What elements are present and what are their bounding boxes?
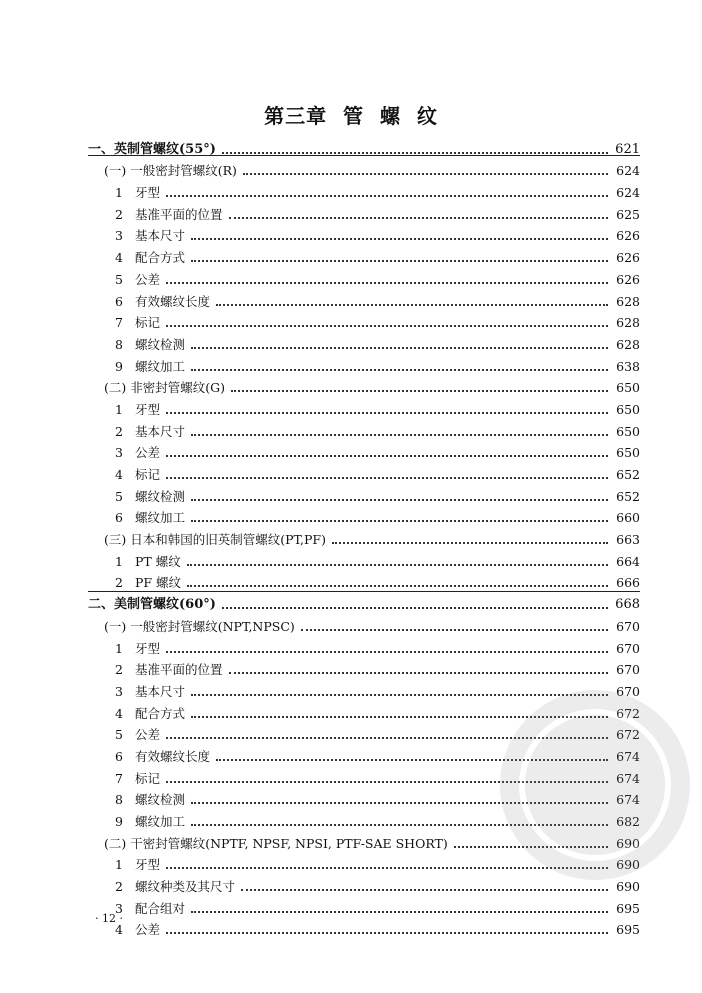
toc-entry-number: 3 <box>115 228 123 244</box>
toc-entry-number: 2 <box>115 206 123 222</box>
toc-entry-page: 674 <box>616 792 640 808</box>
toc-entry-page: 625 <box>616 206 640 222</box>
dot-leader <box>191 911 608 913</box>
library-stamp <box>500 690 690 880</box>
toc-entry <box>88 309 640 331</box>
toc-entry <box>88 612 640 634</box>
toc-entry-text: (三) 日本和韩国的旧英制管螺纹(PT,PF) <box>104 532 326 548</box>
toc-entry-text: 基准平面的位置 <box>135 206 223 222</box>
toc-entry-text: 牙型 <box>135 640 161 656</box>
toc-entry-page: 638 <box>616 358 640 374</box>
toc-entry-page: 650 <box>616 380 640 396</box>
dot-leader <box>241 889 608 891</box>
toc-entry <box>88 916 640 938</box>
toc-entry-number: 4 <box>115 250 123 266</box>
toc-entry-page: 626 <box>616 271 640 287</box>
toc-entry-text: 螺纹检测 <box>135 336 186 352</box>
toc-entry-text: 牙型 <box>135 401 161 417</box>
toc-entry-number: 8 <box>115 792 123 808</box>
toc-entry-number: 8 <box>115 336 123 352</box>
toc-entry-page: 652 <box>616 488 640 504</box>
toc-entry <box>88 287 640 309</box>
toc-entry-number: 5 <box>115 488 123 504</box>
toc-entry-number: 1 <box>115 185 123 201</box>
dot-leader <box>191 347 608 349</box>
dot-leader <box>166 195 608 197</box>
dot-leader <box>191 499 608 501</box>
toc-entry-text: 基本尺寸 <box>135 683 186 699</box>
toc-entry-number: 4 <box>115 922 123 938</box>
toc-entry-text: 有效螺纹长度 <box>135 748 211 764</box>
toc-entry <box>88 330 640 352</box>
toc-entry-text: 公差 <box>135 727 161 743</box>
toc-entry-text: PT 螺纹 <box>135 553 181 569</box>
toc-entry-page: 670 <box>616 640 640 656</box>
toc-entry <box>88 569 640 591</box>
toc-entry-page: 670 <box>616 683 640 699</box>
toc-entry <box>88 178 640 200</box>
toc-entry-text: 公差 <box>135 922 161 938</box>
toc-entry-page: 695 <box>616 922 640 938</box>
toc-entry <box>88 374 640 396</box>
toc-entry-page: 695 <box>616 900 640 916</box>
toc-entry-page: 626 <box>616 250 640 266</box>
toc-entry-page: 624 <box>616 163 640 179</box>
toc-entry-text: 一、英制管螺纹(55°) <box>88 141 216 157</box>
dot-leader <box>187 564 608 566</box>
toc-entry <box>88 677 640 699</box>
toc-entry-number: 9 <box>115 358 123 374</box>
toc-entry-text: 螺纹加工 <box>135 358 186 374</box>
toc-entry <box>88 417 640 439</box>
toc-entry <box>88 135 640 157</box>
dot-leader <box>166 932 608 934</box>
toc-entry-page: 664 <box>616 553 640 569</box>
dot-leader <box>229 217 608 219</box>
toc-entry-number: 6 <box>115 293 123 309</box>
dot-leader <box>301 629 608 631</box>
toc-entry-page: 650 <box>616 401 640 417</box>
toc-entry-number: 2 <box>115 575 123 591</box>
toc-entry-text: (一) 一般密封管螺纹(NPT,NPSC) <box>104 618 295 634</box>
dot-leader <box>222 607 608 609</box>
toc-entry-page: 621 <box>615 141 640 157</box>
toc-entry-text: 配合组对 <box>135 900 186 916</box>
dot-leader <box>216 304 608 306</box>
dot-leader <box>187 585 608 587</box>
toc-entry-text: 配合方式 <box>135 250 186 266</box>
toc-entry-page: 624 <box>616 185 640 201</box>
toc-entry <box>88 656 640 678</box>
toc-entry-page: 674 <box>616 770 640 786</box>
toc-entry-number: 1 <box>115 401 123 417</box>
toc-entry-page: 652 <box>616 467 640 482</box>
toc-entry-text: 螺纹检测 <box>135 792 186 808</box>
toc-entry-number: 1 <box>115 857 123 873</box>
toc-entry-text: 牙型 <box>135 185 161 201</box>
dot-leader <box>222 152 608 154</box>
toc-entry-number: 6 <box>115 748 123 764</box>
toc-entry-page: 650 <box>616 445 640 461</box>
dot-leader <box>191 238 608 240</box>
dot-leader <box>191 694 608 696</box>
toc-entry-number: 6 <box>115 510 123 526</box>
toc-entry-number: 5 <box>115 727 123 743</box>
toc-entry <box>88 352 640 374</box>
toc-entry-number: 2 <box>115 662 123 678</box>
toc-entry-number: 4 <box>115 705 123 721</box>
dot-leader <box>243 173 608 175</box>
toc-entry-page: 626 <box>616 228 640 244</box>
toc-entry-page: 690 <box>616 835 640 851</box>
toc-entry-page: 672 <box>616 705 640 721</box>
toc-entry-page: 650 <box>616 423 640 439</box>
toc-entry <box>88 634 640 656</box>
toc-entry-page: 668 <box>615 597 640 613</box>
toc-entry-number: 2 <box>115 423 123 439</box>
toc-entry-number: 1 <box>115 553 123 569</box>
toc-entry <box>88 200 640 222</box>
toc-entry-page: 674 <box>616 748 640 764</box>
dot-leader <box>166 412 608 414</box>
dot-leader <box>166 867 608 869</box>
toc-entry-page: 628 <box>616 293 640 309</box>
dot-leader <box>191 434 608 436</box>
toc-entry-text: 有效螺纹长度 <box>135 293 211 309</box>
toc-entry <box>88 222 640 244</box>
chapter-title: 第三章 管 螺 纹 <box>264 104 438 128</box>
toc-entry-text: 基本尺寸 <box>135 423 186 439</box>
page-number: · 12 · <box>95 912 123 925</box>
toc-entry-number: 3 <box>115 445 123 461</box>
toc-entry-text: 基本尺寸 <box>135 228 186 244</box>
toc-entry-text: 配合方式 <box>135 705 186 721</box>
toc-entry-text: 螺纹加工 <box>135 510 186 526</box>
dot-leader <box>332 542 608 544</box>
toc-entry-text: (二) 非密封管螺纹(G) <box>104 380 225 396</box>
toc-entry-text: (二) 干密封管螺纹(NPTF, NPSF, NPSI, PTF-SAE SHORT) <box>104 835 448 851</box>
dot-leader <box>231 390 608 392</box>
dot-leader <box>166 325 608 327</box>
toc-entry-number: 2 <box>115 879 123 895</box>
toc-entry <box>88 439 640 461</box>
toc-entry-text: 标记 <box>135 315 161 331</box>
dot-leader <box>166 282 608 284</box>
toc-entry-number: 3 <box>115 683 123 699</box>
toc-entry-page: 682 <box>616 814 640 829</box>
toc-entry-text: 公差 <box>135 445 161 461</box>
toc-entry-text: 螺纹加工 <box>135 814 186 829</box>
toc-entry-text: 螺纹种类及其尺寸 <box>135 879 236 895</box>
toc-entry <box>88 482 640 504</box>
toc-entry <box>88 243 640 265</box>
toc-entry-text: 牙型 <box>135 857 161 873</box>
toc-entry-page: 670 <box>616 662 640 678</box>
dot-leader <box>191 369 608 371</box>
toc-entry-number: 7 <box>115 770 123 786</box>
toc-entry <box>88 525 640 547</box>
toc-entry <box>88 395 640 417</box>
toc-entry-number: 9 <box>115 814 123 829</box>
toc-entry-text: 标记 <box>135 467 161 482</box>
toc-entry <box>88 872 640 894</box>
toc-entry <box>88 157 640 179</box>
toc-entry-text: 螺纹检测 <box>135 488 186 504</box>
toc-entry-page: 660 <box>616 510 640 526</box>
toc-entry-page: 670 <box>616 618 640 634</box>
toc-entry-page: 628 <box>616 336 640 352</box>
toc-entry-page: 628 <box>616 315 640 331</box>
toc-entry <box>88 894 640 916</box>
toc-entry-number: 5 <box>115 271 123 287</box>
toc-entry <box>88 547 640 569</box>
toc-entry <box>88 504 640 526</box>
toc-entry-text: PF 螺纹 <box>135 575 182 591</box>
toc-entry-number: 4 <box>115 467 123 482</box>
toc-entry <box>88 460 640 482</box>
dot-leader <box>191 260 608 262</box>
toc-entry-number: 3 <box>115 900 123 916</box>
toc-entry-text: 标记 <box>135 770 161 786</box>
dot-leader <box>191 520 608 522</box>
toc-entry <box>88 265 640 287</box>
toc-entry-page: 663 <box>616 532 640 548</box>
toc-entry-page: 666 <box>616 575 640 591</box>
toc-entry-text: 公差 <box>135 271 161 287</box>
toc-entry-text: 二、美制管螺纹(60°) <box>88 597 216 613</box>
dot-leader <box>166 477 608 479</box>
dot-leader <box>166 651 608 653</box>
toc-entry-number: 1 <box>115 640 123 656</box>
dot-leader <box>166 455 608 457</box>
toc-entry-page: 690 <box>616 879 640 895</box>
toc-entry-text: (一) 一般密封管螺纹(R) <box>104 163 237 179</box>
dot-leader <box>229 672 608 674</box>
toc-entry-page: 690 <box>616 857 640 873</box>
toc-entry-number: 7 <box>115 315 123 331</box>
toc-entry-text: 基准平面的位置 <box>135 662 223 678</box>
toc-entry <box>88 590 640 612</box>
toc-entry-page: 672 <box>616 727 640 743</box>
